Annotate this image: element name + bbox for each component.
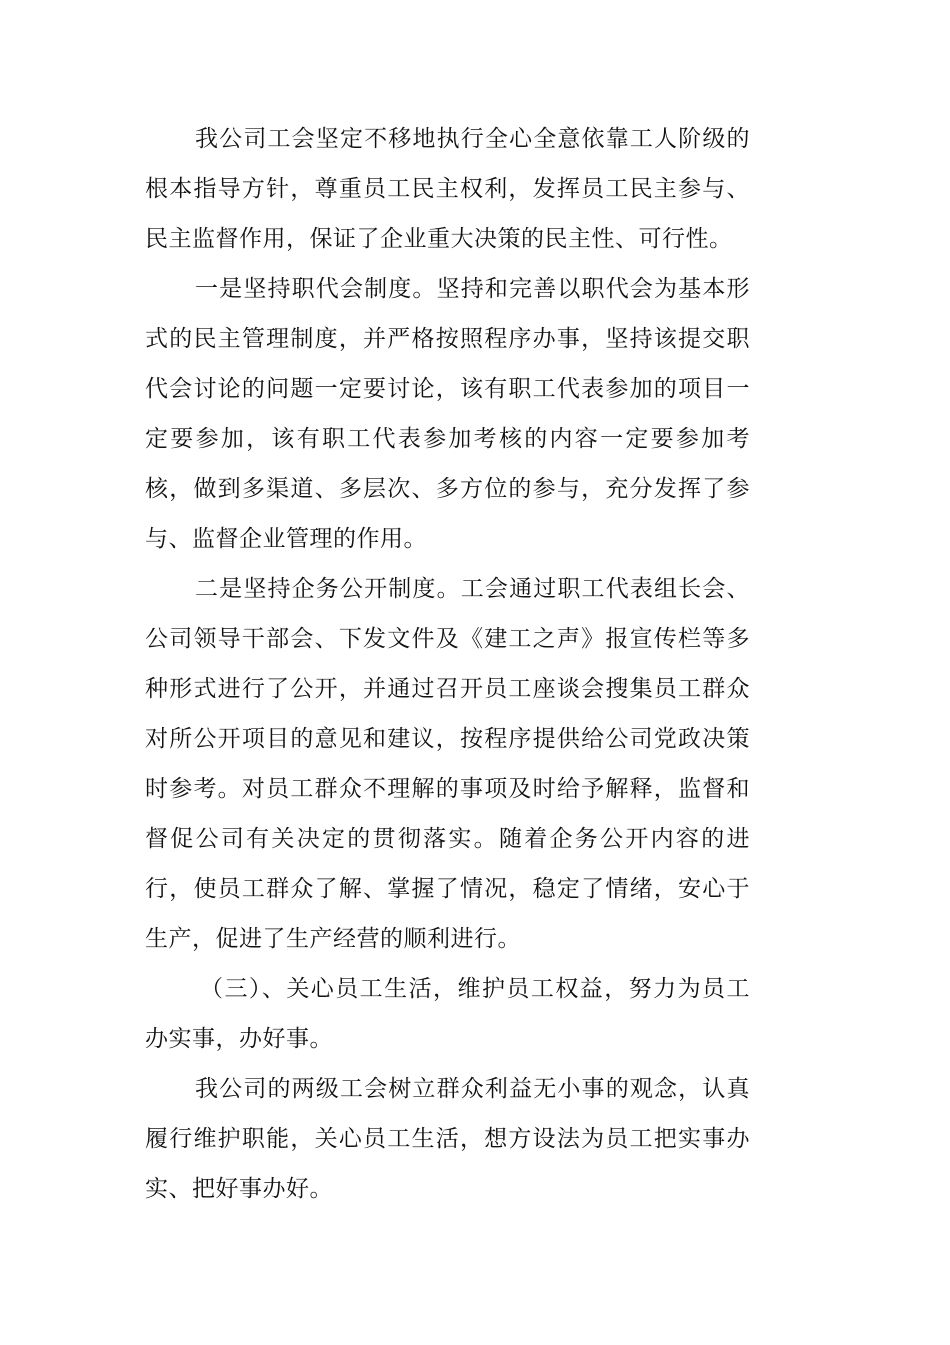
paragraph-democratic-rights: 我公司工会坚定不移地执行全心全意依靠工人阶级的根本指导方针，尊重员工民主权利，发挥员工民主参与、民主监督作用，保证了企业重大决策的民主性、可行性。 [145,126,750,252]
section-heading-care-for-employees: （三）、关心员工生活，维护员工权益，努力为员工办实事，办好事。 [145,976,750,1052]
paragraph-workers-congress: 一是坚持职代会制度。坚持和完善以职代会为基本形式的民主管理制度，并严格按照程序办事，坚持该提交职代会讨论的问题一定要讨论，该有职工代表参加的项目一定要参加，该有职工代表参加考核的内容一定要参加考核，做到多渠道、多层次、多方位的参与，充分发挥了参与、监督企业管理的作用。 [145,276,750,552]
paragraph-two-level-union: 我公司的两级工会树立群众利益无小事的观念，认真履行维护职能，关心员工生活，想方设法为员工把实事办实、把好事办好。 [145,1076,750,1202]
paragraph-affairs-disclosure: 二是坚持企务公开制度。工会通过职工代表组长会、公司领导干部会、下发文件及《建工之声》报宣传栏等多种形式进行了公开，并通过召开员工座谈会搜集员工群众对所公开项目的意见和建议，按程序提供给公司党政决策时参考。对员工群众不理解的事项及时给予解释，监督和督促公司有关决定的贯彻落实。随着企务公开内容的进行，使员工群众了解、掌握了情况，稳定了情绪，安心于生产，促进了生产经营的顺利进行。 [145,576,750,952]
document-body [145,114,750,1214]
